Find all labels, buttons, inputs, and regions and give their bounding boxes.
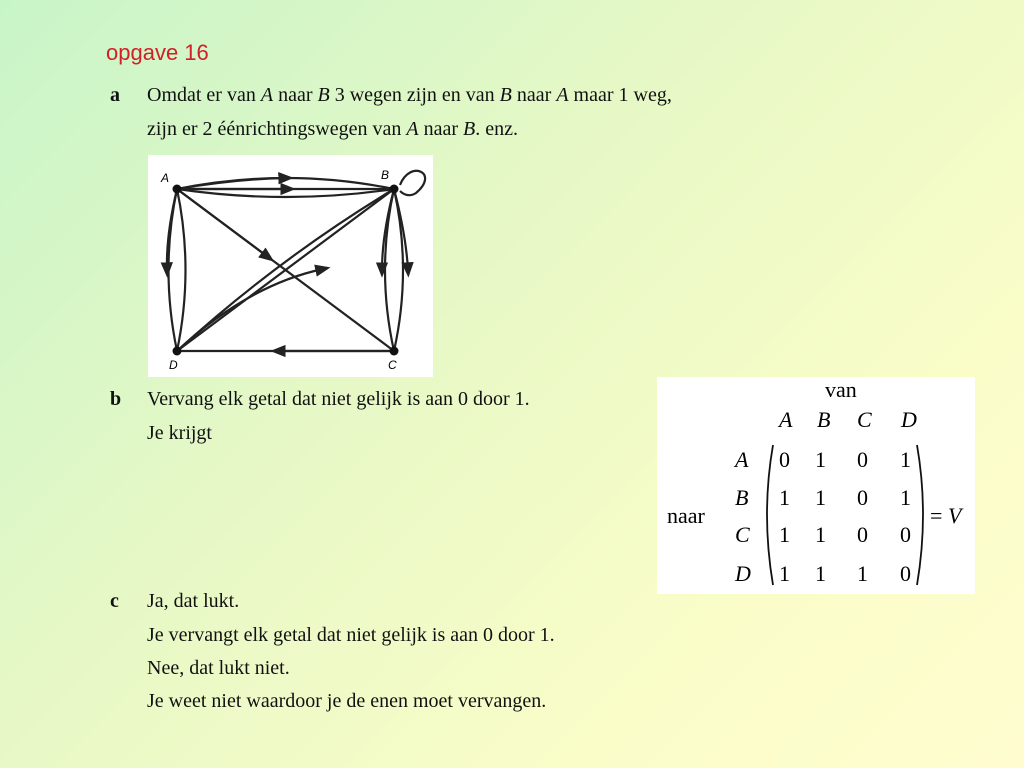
part-c-line-4: Je weet niet waardoor je de enen moet vervangen. (147, 690, 547, 712)
matrix-cell: 1 (900, 485, 911, 510)
matrix-cell: 1 (815, 485, 826, 510)
node-label-b: B (381, 168, 390, 182)
matrix-cell: 0 (857, 522, 868, 547)
graph-svg (148, 155, 433, 377)
matrix-cell: 1 (779, 485, 790, 510)
matrix-row-label-d: D (735, 561, 751, 586)
node-label-c: C (388, 358, 397, 372)
node-b (390, 185, 399, 194)
part-b-line-2: Je krijgt (147, 422, 212, 444)
matrix-col-header-d: D (901, 407, 917, 432)
matrix-col-header-a: A (779, 407, 793, 432)
part-c-line-2: Je vervangt elk getal dat niet gelijk is aan 0 door 1. (147, 624, 555, 646)
matrix-cell: 0 (857, 485, 868, 510)
exercise-title: opgave 16 (106, 40, 209, 65)
edge-b-loop (400, 171, 425, 195)
matrix-cell: 1 (900, 447, 911, 472)
adjacency-matrix-figure (657, 377, 975, 594)
matrix-row-label-b: B (735, 485, 749, 510)
part-c-label: c (110, 590, 119, 612)
matrix-cell: 1 (857, 561, 868, 586)
node-label-d: D (169, 358, 178, 372)
part-a-line-2: zijn er 2 éénrichtingswegen van A naar B. enz. (147, 118, 518, 140)
matrix-cell: 1 (815, 447, 826, 472)
matrix-top-label: van (825, 377, 857, 402)
matrix-left-bracket (767, 445, 773, 585)
matrix-svg (657, 377, 975, 594)
edge-b-a (177, 189, 394, 197)
matrix-equals-sign: = (930, 503, 943, 528)
edge-b-c-2 (394, 189, 403, 351)
edge-b-c-1 (385, 189, 394, 351)
matrix-row-label-a: A (735, 447, 749, 472)
matrix-cell: 0 (857, 447, 868, 472)
part-c-line-3: Nee, dat lukt niet. (147, 657, 290, 679)
matrix-cell: 0 (900, 522, 911, 547)
matrix-side-label: naar (667, 503, 705, 528)
matrix-name: V (948, 503, 962, 528)
matrix-cell: 1 (815, 522, 826, 547)
part-a-line-1: Omdat er van A naar B 3 wegen zijn en van B naar A maar 1 weg, (147, 84, 672, 106)
matrix-cell: 1 (815, 561, 826, 586)
matrix-cell: 0 (900, 561, 911, 586)
matrix-cell: 0 (779, 447, 790, 472)
directed-graph-figure (148, 155, 433, 377)
part-a-label: a (110, 84, 120, 106)
matrix-cell: 1 (779, 522, 790, 547)
matrix-right-bracket (917, 445, 923, 585)
edge-a-d-2 (177, 189, 186, 351)
matrix-row-label-c: C (735, 522, 750, 547)
part-b-line-1: Vervang elk getal dat niet gelijk is aan 0 door 1. (147, 388, 530, 410)
node-label-a: A (161, 171, 170, 185)
node-a (173, 185, 182, 194)
matrix-cell: 1 (779, 561, 790, 586)
node-d (173, 347, 182, 356)
part-b-label: b (110, 388, 122, 410)
matrix-col-header-c: C (857, 407, 872, 432)
part-c-line-1: Ja, dat lukt. (147, 590, 240, 612)
matrix-col-header-b: B (817, 407, 831, 432)
node-c (390, 347, 399, 356)
